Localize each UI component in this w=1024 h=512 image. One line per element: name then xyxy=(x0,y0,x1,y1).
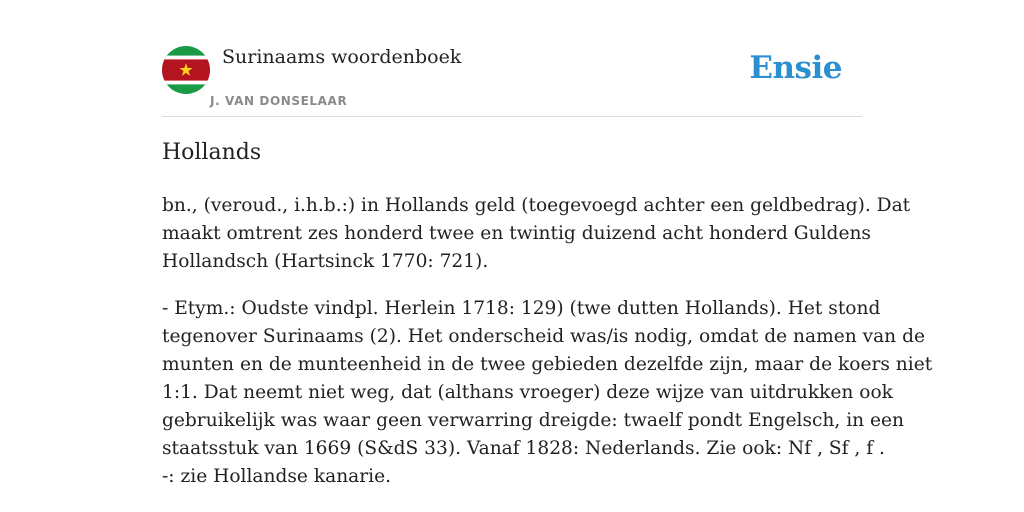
etymology-line: tegenover Surinaams (2). Het onderscheid was/is nodig, omdat de namen van de xyxy=(162,326,925,347)
etymology-line: staatsstuk van 1669 (S&dS 33). Vanaf 1828: Nederlands. Zie ook: Nf , Sf , f . xyxy=(162,438,885,459)
entry-etymology xyxy=(162,295,933,491)
page xyxy=(162,0,933,487)
dictionary-title[interactable]: Surinaams woordenboek xyxy=(222,46,462,68)
entry-headword: Hollands xyxy=(162,140,262,165)
dictionary-header xyxy=(162,0,862,117)
ensie-logo-link[interactable]: Ensie xyxy=(749,50,842,86)
etymology-line: 1:1. Dat neemt niet weg, dat (althans vroeger) deze wijze van uitdrukken ook xyxy=(162,382,893,403)
entry-definition xyxy=(162,192,911,276)
definition-line: maakt omtrent zes honderd twee en twintig duizend acht honderd Guldens xyxy=(162,223,871,244)
definition-line: bn., (veroud., i.h.b.:) in Hollands geld (toegevoegd achter een geldbedrag). Dat xyxy=(162,195,911,216)
dictionary-author[interactable]: J. VAN DONSELAAR xyxy=(210,94,348,108)
suriname-flag-icon[interactable] xyxy=(162,46,210,94)
definition-line: Hollandsch (Hartsinck 1770: 721). xyxy=(162,251,489,272)
etymology-line: munten en de munteenheid in de twee gebieden dezelfde zijn, maar de koers niet xyxy=(162,354,933,375)
etymology-line: -: zie Hollandse kanarie. xyxy=(162,466,391,487)
etymology-line: - Etym.: Oudste vindpl. Herlein 1718: 129) (twe dutten Hollands). Het stond xyxy=(162,298,881,319)
etymology-line: gebruikelijk was waar geen verwarring dreigde: twaelf pondt Engelsch, in een xyxy=(162,410,905,431)
